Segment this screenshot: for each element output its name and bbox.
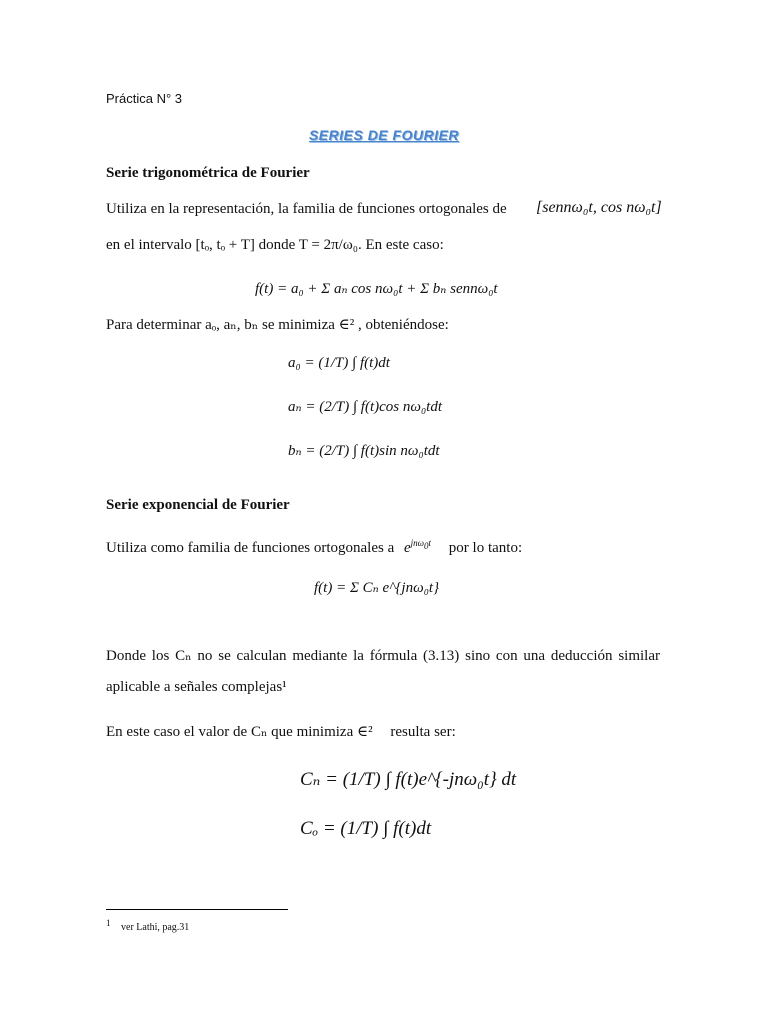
trig-intro: Utiliza en la representación, la familia de funciones ortogonales de bbox=[106, 201, 507, 217]
exp-minimize bbox=[106, 722, 456, 741]
exp-intro-suffix: por lo tanto: bbox=[448, 540, 523, 556]
exp-complex-signals: aplicable a señales complejas¹ bbox=[106, 679, 287, 695]
exp-intro-text: Utiliza como familia de funciones ortogonales a bbox=[106, 540, 395, 556]
exp-minimize-text: En este caso el valor de Cₙ que minimiza ∈² bbox=[106, 724, 373, 740]
bn-formula: bₙ = (2/T) ∫ f(t)sin nω₀tdt bbox=[288, 443, 440, 459]
an-formula: aₙ = (2/T) ∫ f(t)cos nω₀tdt bbox=[288, 399, 443, 415]
footnote-mark: 1 bbox=[106, 918, 111, 928]
trig-interval: en el intervalo [tₒ, tₒ + T] donde T = 2π/ω₀. En este caso: bbox=[106, 237, 444, 253]
orthogonal-family: [sennω₀t, cos nω₀t] bbox=[536, 199, 662, 216]
footnote-rule bbox=[106, 909, 288, 910]
co-formula: Cₒ = (1/T) ∫ f(t)dt bbox=[300, 818, 432, 839]
exp-basis: $e^{jn\omega_0t}$ bbox=[404, 538, 432, 556]
a0-formula: a₀ = (1/T) ∫ f(t)dt bbox=[288, 355, 390, 371]
trig-series-formula: f(t) = a₀ + Σ aₙ cos nω₀t + Σ bₙ sennω₀t bbox=[255, 281, 498, 297]
footnote-text: ver Lathi, pag.31 bbox=[121, 922, 190, 934]
exp-series-formula: f(t) = Σ Cₙ e^{jnω₀t} bbox=[314, 580, 440, 596]
exp-intro bbox=[106, 538, 522, 557]
practice-label: Práctica N° 3 bbox=[106, 91, 183, 106]
document-title: SERIES DE FOURIER bbox=[308, 127, 460, 143]
footnote bbox=[106, 918, 189, 933]
trig-heading: Serie trigonométrica de Fourier bbox=[106, 165, 310, 181]
exp-donde: Donde los Cₙ no se calculan mediante la fórmula (3.13) sino con una deducción similar bbox=[106, 648, 660, 664]
cn-formula: Cₙ = (1/T) ∫ f(t)e^{-jnω₀t} dt bbox=[300, 769, 517, 790]
trig-determine: Para determinar aₒ, aₙ, bₙ se minimiza ∈² , obteniéndose: bbox=[106, 317, 449, 333]
exp-heading: Serie exponencial de Fourier bbox=[106, 497, 290, 513]
exp-minimize-suffix: resulta ser: bbox=[390, 724, 456, 740]
